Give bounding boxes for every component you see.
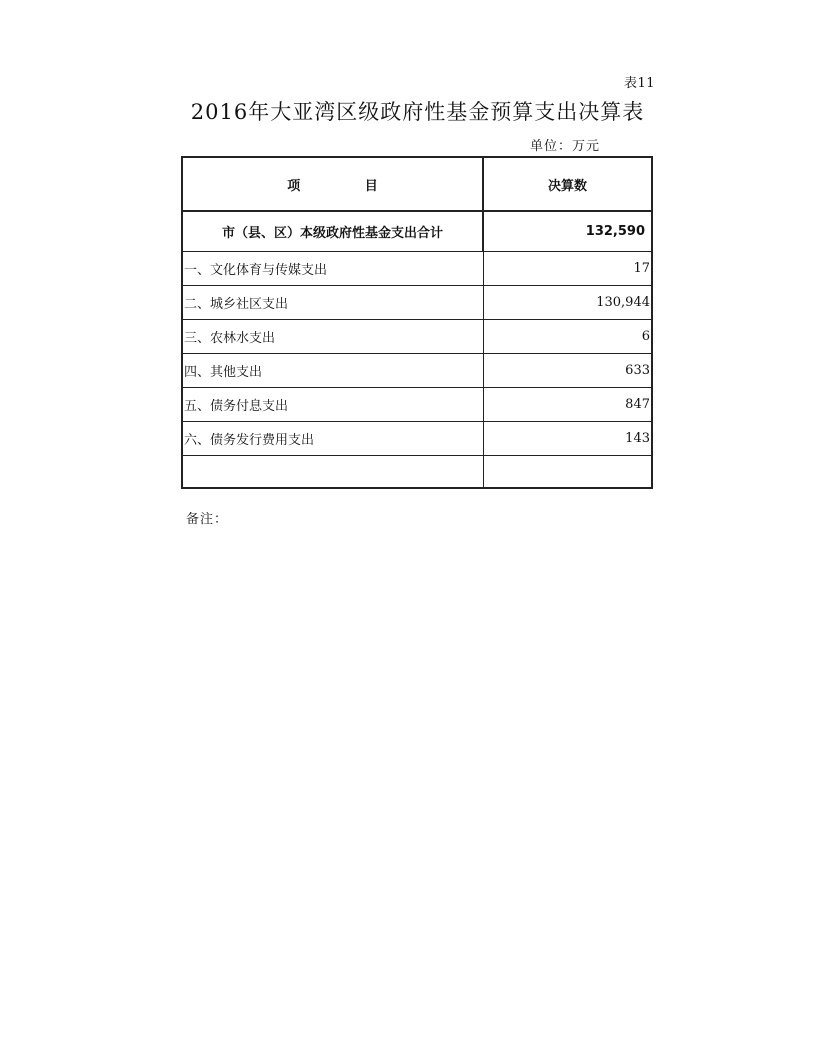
table-header-row <box>182 157 652 211</box>
page-title: 2016年大亚湾区级政府性基金预算支出决算表 <box>190 100 645 124</box>
row-value: 633 <box>483 353 652 387</box>
row-label: 五、债务付息支出 <box>182 387 483 421</box>
row-value: 130,944 <box>483 285 652 319</box>
row-label: 二、城乡社区支出 <box>182 285 483 319</box>
table-row <box>182 285 652 319</box>
total-row-label: 市（县、区）本级政府性基金支出合计 <box>182 211 483 251</box>
row-value: 847 <box>483 387 652 421</box>
total-row-value: 132,590 <box>483 211 652 251</box>
total-row <box>182 211 652 251</box>
empty-cell <box>182 455 483 488</box>
note-label: 备注： <box>186 512 229 527</box>
table-row <box>182 387 652 421</box>
row-value: 17 <box>483 251 652 285</box>
column-header-amount: 决算数 <box>483 157 652 211</box>
table-row <box>182 421 652 455</box>
empty-cell <box>483 455 652 488</box>
table-row <box>182 251 652 285</box>
expenditure-table <box>181 156 653 489</box>
column-header-item: 项 目 <box>182 157 483 211</box>
table-row-empty <box>182 455 652 488</box>
row-value: 143 <box>483 421 652 455</box>
row-label: 四、其他支出 <box>182 353 483 387</box>
row-label: 六、债务发行费用支出 <box>182 421 483 455</box>
unit-label: 单位：万元 <box>530 139 601 154</box>
row-label: 三、农林水支出 <box>182 319 483 353</box>
table-row <box>182 353 652 387</box>
row-label: 一、文化体育与传媒支出 <box>182 251 483 285</box>
table-number: 表11 <box>623 76 655 91</box>
table-row <box>182 319 652 353</box>
row-value: 6 <box>483 319 652 353</box>
